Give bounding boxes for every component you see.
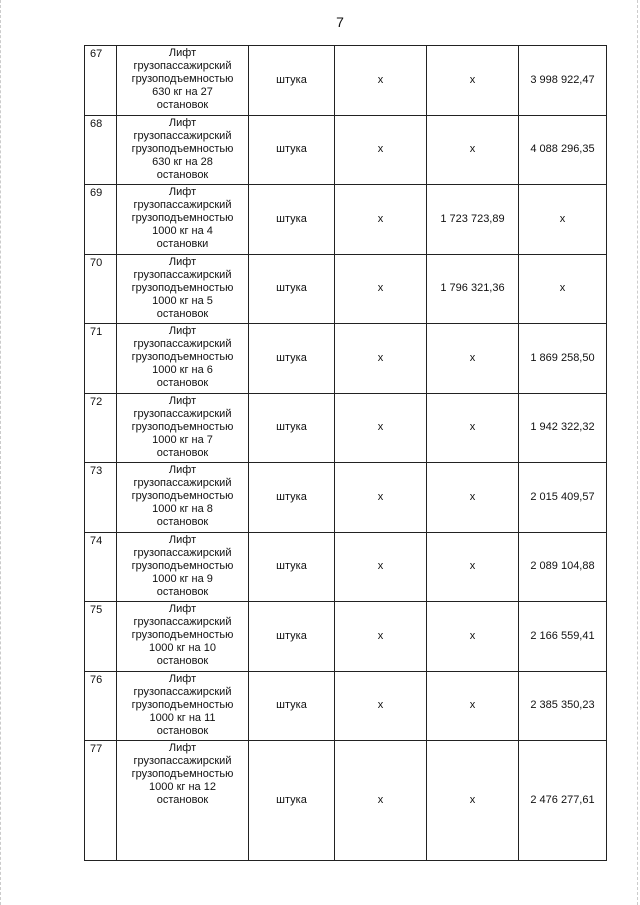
item-name-line: 1000 кг на 8 xyxy=(152,503,213,515)
item-name-line: грузопассажирский xyxy=(133,199,232,211)
item-name-line: грузопассажирский xyxy=(133,685,232,698)
item-name-line: грузоподъемностью xyxy=(131,351,234,363)
price-col-4-cell: х xyxy=(335,602,427,672)
item-name-line: Лифт xyxy=(168,672,197,685)
unit-cell: штука xyxy=(249,393,335,463)
item-name-line: грузопассажирский xyxy=(133,407,232,420)
item-name-line: 1000 кг на 11 xyxy=(149,711,216,724)
row-number-cell: 70 xyxy=(85,254,117,324)
price-col-6-cell: 1 869 258,50 xyxy=(519,324,607,394)
price-col-6-cell: 2 476 277,61 xyxy=(519,741,607,861)
item-name-line: грузоподъемностью xyxy=(131,768,234,780)
row-number-cell: 72 xyxy=(85,393,117,463)
unit-cell: штука xyxy=(249,46,335,116)
table-row xyxy=(85,254,607,324)
price-col-4-cell: х xyxy=(335,671,427,741)
price-col-5-cell: х xyxy=(427,602,519,672)
item-name-line: 630 кг на 28 xyxy=(152,155,213,168)
table-row xyxy=(85,463,607,533)
item-name-line: Лифт xyxy=(168,255,197,268)
table-row xyxy=(85,393,607,463)
table-row xyxy=(85,46,607,116)
price-col-5-cell: 1 723 723,89 xyxy=(427,185,519,255)
unit-cell: штука xyxy=(249,463,335,533)
item-name-line: остановок xyxy=(156,794,209,806)
item-name-line: Лифт xyxy=(168,464,197,476)
table-row xyxy=(85,741,607,861)
unit-cell: штука xyxy=(249,741,335,861)
price-col-4-cell: х xyxy=(335,532,427,602)
price-table xyxy=(84,45,607,861)
price-col-4-cell: х xyxy=(335,46,427,116)
price-col-4-cell: х xyxy=(335,393,427,463)
row-number-cell: 77 xyxy=(85,741,117,861)
item-name-line: 1000 кг на 12 xyxy=(149,781,216,793)
item-name-cell xyxy=(117,393,249,463)
unit-cell: штука xyxy=(249,532,335,602)
item-name-cell xyxy=(117,671,249,741)
price-col-5-cell: х xyxy=(427,741,519,861)
unit-cell: штука xyxy=(249,602,335,672)
item-name-line: Лифт xyxy=(168,603,197,615)
price-col-5-cell: х xyxy=(427,46,519,116)
item-name-cell xyxy=(117,532,249,602)
row-number-cell: 73 xyxy=(85,463,117,533)
item-name-cell xyxy=(117,741,249,861)
item-name-line: Лифт xyxy=(168,742,197,754)
item-name-cell xyxy=(117,254,249,324)
item-name-line: 1000 кг на 4 xyxy=(152,225,213,237)
unit-cell: штука xyxy=(249,185,335,255)
item-name-line: остановок xyxy=(156,516,209,528)
row-number-cell: 74 xyxy=(85,532,117,602)
item-name-line: грузоподъемностью xyxy=(131,281,234,294)
table-row xyxy=(85,324,607,394)
table-row xyxy=(85,115,607,185)
item-name-line: остановки xyxy=(156,238,209,250)
table-row xyxy=(85,671,607,741)
row-number-cell: 69 xyxy=(85,185,117,255)
item-name-cell xyxy=(117,602,249,672)
item-name-line: остановок xyxy=(156,307,209,320)
item-name-line: грузоподъемностью xyxy=(131,559,234,572)
price-col-5-cell: х xyxy=(427,671,519,741)
item-name-cell xyxy=(117,46,249,116)
unit-cell: штука xyxy=(249,254,335,324)
item-name-line: 1000 кг на 6 xyxy=(152,364,213,376)
price-col-4-cell: х xyxy=(335,741,427,861)
item-name-cell xyxy=(117,115,249,185)
price-col-6-cell: 3 998 922,47 xyxy=(519,46,607,116)
price-col-6-cell: 1 942 322,32 xyxy=(519,393,607,463)
item-name-line: грузоподъемностью xyxy=(131,698,234,711)
price-col-5-cell: 1 796 321,36 xyxy=(427,254,519,324)
price-col-6-cell: 2 089 104,88 xyxy=(519,532,607,602)
item-name-cell xyxy=(117,463,249,533)
scan-edge-left xyxy=(0,0,3,905)
table-row xyxy=(85,532,607,602)
item-name-line: 1000 кг на 9 xyxy=(152,572,213,585)
item-name-line: грузоподъемностью xyxy=(131,212,234,224)
item-name-line: грузоподъемностью xyxy=(131,142,234,155)
price-col-6-cell: х xyxy=(519,254,607,324)
item-name-line: остановок xyxy=(156,585,209,598)
row-number-cell: 71 xyxy=(85,324,117,394)
item-name-line: грузоподъемностью xyxy=(131,490,234,502)
item-name-line: грузоподъемностью xyxy=(131,73,234,85)
item-name-line: 1000 кг на 7 xyxy=(152,433,213,446)
item-name-line: грузопассажирский xyxy=(133,338,232,350)
item-name-line: остановок xyxy=(156,724,209,737)
price-col-6-cell: 4 088 296,35 xyxy=(519,115,607,185)
row-number-cell: 68 xyxy=(85,115,117,185)
item-name-line: грузопассажирский xyxy=(133,755,232,767)
price-col-6-cell: 2 166 559,41 xyxy=(519,602,607,672)
item-name-line: Лифт xyxy=(168,533,197,546)
row-number-cell: 67 xyxy=(85,46,117,116)
item-name-line: грузопассажирский xyxy=(133,129,232,142)
price-col-6-cell: 2 015 409,57 xyxy=(519,463,607,533)
item-name-line: грузопассажирский xyxy=(133,477,232,489)
price-col-4-cell: х xyxy=(335,324,427,394)
item-name-line: грузоподъемностью xyxy=(131,420,234,433)
price-col-6-cell: х xyxy=(519,185,607,255)
item-name-line: 1000 кг на 10 xyxy=(149,642,216,654)
item-name-cell xyxy=(117,324,249,394)
price-col-5-cell: х xyxy=(427,463,519,533)
price-col-5-cell: х xyxy=(427,393,519,463)
item-name-line: грузоподъемностью xyxy=(131,629,234,641)
row-number-cell: 76 xyxy=(85,671,117,741)
item-name-line: остановок xyxy=(156,99,209,111)
item-name-line: Лифт xyxy=(168,116,197,129)
item-name-line: Лифт xyxy=(168,394,197,407)
table-row xyxy=(85,185,607,255)
price-col-6-cell: 2 385 350,23 xyxy=(519,671,607,741)
item-name-line: Лифт xyxy=(168,186,197,198)
item-name-cell xyxy=(117,185,249,255)
scan-edge-right xyxy=(635,0,638,905)
price-col-4-cell: х xyxy=(335,185,427,255)
item-name-line: грузопассажирский xyxy=(133,616,232,628)
price-col-4-cell: х xyxy=(335,463,427,533)
row-number-cell: 75 xyxy=(85,602,117,672)
price-col-5-cell: х xyxy=(427,324,519,394)
item-name-line: Лифт xyxy=(168,325,197,337)
item-name-line: 1000 кг на 5 xyxy=(152,294,213,307)
price-col-5-cell: х xyxy=(427,115,519,185)
price-col-4-cell: х xyxy=(335,115,427,185)
table-row xyxy=(85,602,607,672)
item-name-line: грузопассажирский xyxy=(133,268,232,281)
item-name-line: грузопассажирский xyxy=(133,546,232,559)
table-body xyxy=(85,46,607,861)
item-name-line: остановок xyxy=(156,377,209,389)
unit-cell: штука xyxy=(249,115,335,185)
item-name-line: остановок xyxy=(156,446,209,459)
item-name-line: Лифт xyxy=(168,47,197,59)
item-name-line: грузопассажирский xyxy=(133,60,232,72)
item-name-line: остановок xyxy=(156,168,209,181)
price-col-4-cell: х xyxy=(335,254,427,324)
item-name-line: остановок xyxy=(156,655,209,667)
unit-cell: штука xyxy=(249,324,335,394)
item-name-line: 630 кг на 27 xyxy=(152,86,213,98)
page-number: 7 xyxy=(336,14,344,30)
unit-cell: штука xyxy=(249,671,335,741)
price-col-5-cell: х xyxy=(427,532,519,602)
